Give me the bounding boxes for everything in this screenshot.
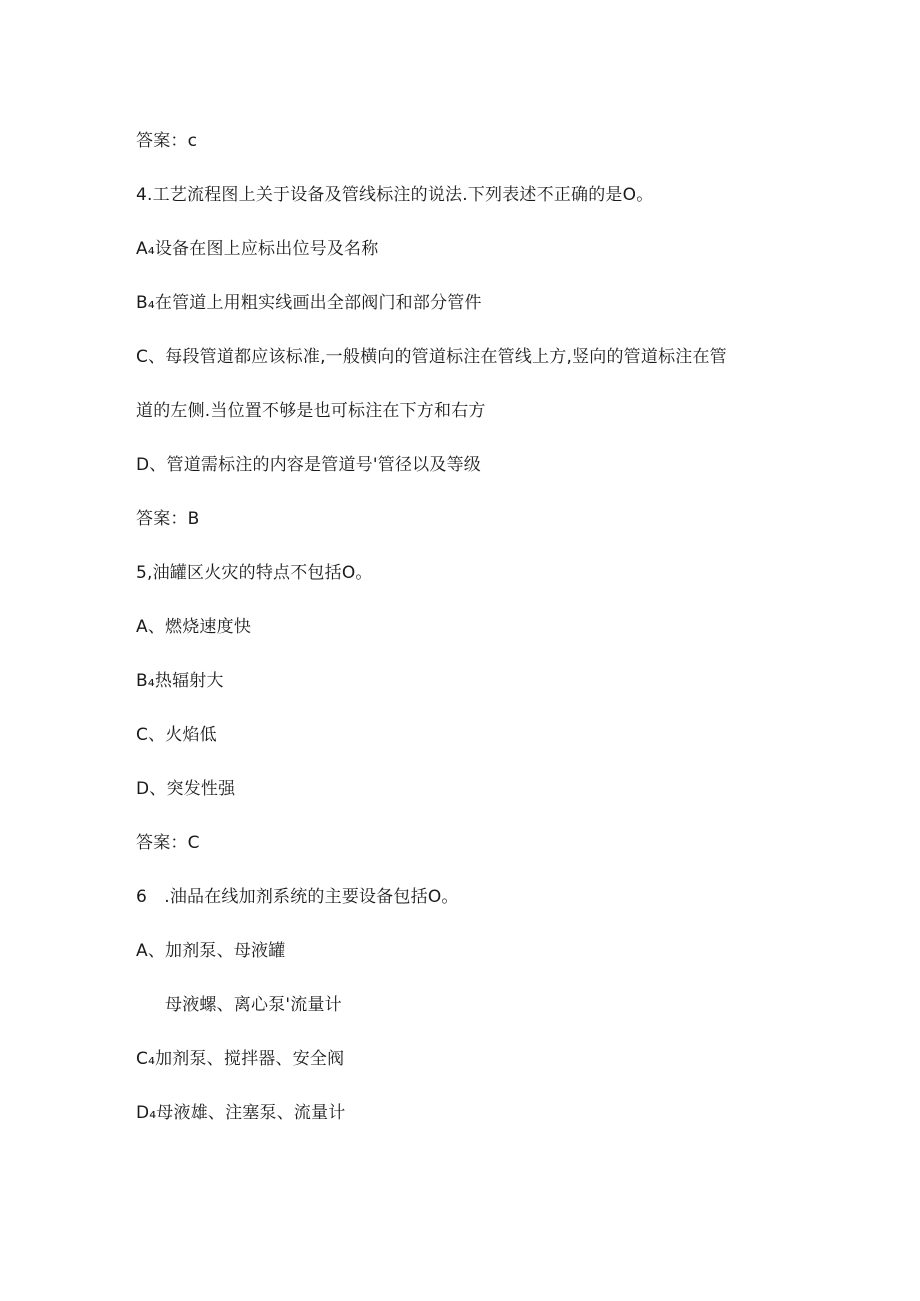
question-5-option-c: C、火焰低 [136,725,217,745]
question-4: 4.工艺流程图上关于设备及管线标注的说法.下列表述不正确的是O。 [136,185,654,205]
question-4-option-a: A₄设备在图上应标出位号及名称 [136,239,379,259]
question-5: 5,油罐区火灾的特点不包括O。 [136,563,373,583]
question-6-option-d: D₄母液雄、注塞泵、流量计 [136,1103,346,1123]
question-4-option-c-line-2: 道的左侧.当位置不够是也可标注在下方和右方 [136,401,486,421]
answer-4: 答案：B [136,509,200,529]
question-4-option-d: D、管道需标注的内容是管道号'管径以及等级 [136,455,481,475]
question-5-option-b: B₄热辐射大 [136,671,224,691]
question-4-option-c-line-1: C、每段管道都应该标准,一般横向的管道标注在管线上方,竖向的管道标注在管 [136,347,727,367]
question-5-option-a: A、燃烧速度快 [136,617,252,637]
question-6-option-c: C₄加剂泵、搅拌器、安全阀 [136,1049,345,1069]
answer-3: 答案：c [136,131,198,151]
question-6-option-b: 母液螺、离心泵'流量计 [165,995,342,1015]
question-5-option-d: D、突发性强 [136,779,236,799]
question-6-option-a: A、加剂泵、母液罐 [136,941,286,961]
answer-5: 答案：C [136,833,200,853]
question-6: 6 .油品在线加剂系统的主要设备包括O。 [136,887,459,907]
question-4-option-b: B₄在管道上用粗实线画出全部阀门和部分管件 [136,293,482,313]
